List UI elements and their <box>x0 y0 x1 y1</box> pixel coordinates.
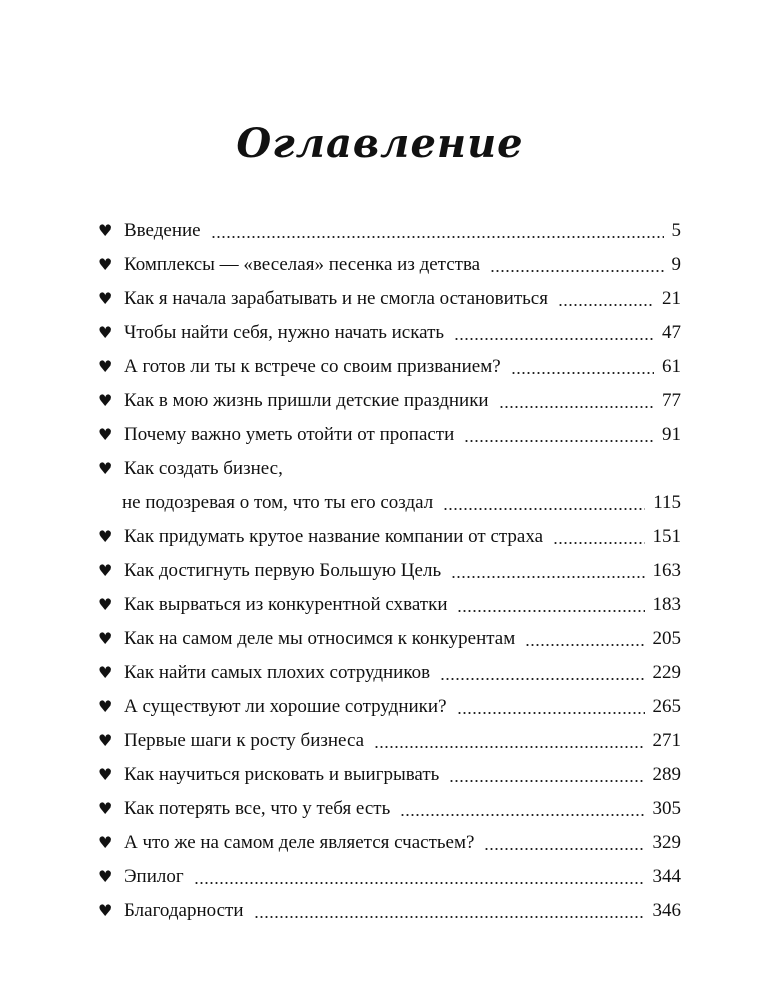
toc-entry-page: 265 <box>652 696 681 717</box>
toc-entry-page: 151 <box>652 526 681 547</box>
toc-entry-page: 271 <box>652 730 681 751</box>
dot-leader <box>451 554 644 588</box>
toc-entry-label: Как придумать крутое название компании от страха <box>124 526 544 547</box>
heart-icon: ♥ <box>98 765 113 784</box>
dot-leader <box>499 384 654 418</box>
toc-entry[interactable] <box>98 588 681 622</box>
toc-entry-label: Как в мою жизнь пришли детские праздники <box>124 390 489 411</box>
toc-entry[interactable] <box>98 554 681 588</box>
toc-entry-label: Первые шаги к росту бизнеса <box>124 730 365 751</box>
toc-entry[interactable] <box>98 248 681 282</box>
toc-entry-page: 21 <box>662 288 681 309</box>
toc-entry-label: А существуют ли хорошие сотрудники? <box>124 696 447 717</box>
toc-entry-label: Как создать бизнес, <box>124 458 283 479</box>
page-title: Оглавление <box>236 120 524 167</box>
toc-entry[interactable] <box>98 282 681 316</box>
toc-entry[interactable] <box>98 214 681 248</box>
toc-entry-label: Как научиться рисковать и выигрывать <box>124 764 440 785</box>
heart-icon: ♥ <box>98 731 113 750</box>
heart-icon: ♥ <box>98 833 113 852</box>
dot-leader <box>484 826 644 860</box>
toc-entry[interactable] <box>98 418 681 452</box>
dot-leader <box>464 418 654 452</box>
toc-entry[interactable] <box>98 724 681 758</box>
toc-entry-page: 329 <box>652 832 681 853</box>
toc-entry-page: 183 <box>652 594 681 615</box>
toc-entry[interactable] <box>98 520 681 554</box>
dot-leader <box>511 350 654 384</box>
heart-icon: ♥ <box>98 799 113 818</box>
toc-entry[interactable] <box>98 384 681 418</box>
toc-entry-label: Эпилог <box>124 866 184 887</box>
toc-entry-page: 305 <box>652 798 681 819</box>
dot-leader <box>490 248 663 282</box>
toc-entry[interactable] <box>98 690 681 724</box>
dot-leader <box>454 316 654 350</box>
toc-entry-page: 61 <box>662 356 681 377</box>
heart-icon: ♥ <box>98 901 113 920</box>
toc-entry[interactable] <box>98 792 681 826</box>
toc-entry-label: Введение <box>124 220 201 241</box>
toc-entry[interactable] <box>98 452 681 520</box>
heart-icon: ♥ <box>98 391 113 410</box>
toc-entry-label: Как найти самых плохих сотрудников <box>124 662 431 683</box>
toc-entry-page: 289 <box>652 764 681 785</box>
dot-leader <box>400 792 644 826</box>
dot-leader <box>254 894 645 928</box>
toc-entry-page: 5 <box>671 220 681 241</box>
toc-entry-label: А готов ли ты к встрече со своим призванием? <box>124 356 501 377</box>
dot-leader <box>558 282 654 316</box>
toc-entry[interactable] <box>98 860 681 894</box>
heart-icon: ♥ <box>98 629 113 648</box>
toc-entry-page: 205 <box>652 628 681 649</box>
toc-entry[interactable] <box>98 316 681 350</box>
dot-leader <box>553 520 644 554</box>
dot-leader <box>194 860 645 894</box>
toc-entry-label: Как на самом деле мы относимся к конкурентам <box>124 628 516 649</box>
toc-entry[interactable] <box>98 826 681 860</box>
heart-icon: ♥ <box>98 357 113 376</box>
heart-icon: ♥ <box>98 561 113 580</box>
toc-entry[interactable] <box>98 350 681 384</box>
table-of-contents <box>98 214 681 928</box>
heart-icon: ♥ <box>98 289 113 308</box>
toc-entry-page: 47 <box>662 322 681 343</box>
toc-entry-page: 115 <box>653 492 681 513</box>
heart-icon: ♥ <box>98 663 113 682</box>
toc-entry-label: Как достигнуть первую Большую Цель <box>124 560 442 581</box>
toc-entry-page: 344 <box>652 866 681 887</box>
heart-icon: ♥ <box>98 221 113 240</box>
toc-entry[interactable] <box>98 758 681 792</box>
toc-entry-page: 229 <box>652 662 681 683</box>
dot-leader <box>440 656 644 690</box>
toc-entry-page: 9 <box>671 254 681 275</box>
toc-entry-label: Чтобы найти себя, нужно начать искать <box>124 322 445 343</box>
toc-entry-label: Как потерять все, что у тебя есть <box>124 798 391 819</box>
toc-entry-label: А что же на самом деле является счастьем? <box>124 832 475 853</box>
toc-entry[interactable] <box>98 894 681 928</box>
toc-entry-page: 91 <box>662 424 681 445</box>
toc-entry-label: Комплексы — «веселая» песенка из детства <box>124 254 481 275</box>
toc-entry-label: Как вырваться из конкурентной схватки <box>124 594 448 615</box>
toc-entry-page: 163 <box>652 560 681 581</box>
heart-icon: ♥ <box>98 425 113 444</box>
dot-leader <box>457 690 645 724</box>
heart-icon: ♥ <box>98 527 113 546</box>
toc-entry-label-continued: не подозревая о том, что ты его создал <box>122 492 434 513</box>
heart-icon: ♥ <box>98 323 113 342</box>
heart-icon: ♥ <box>98 255 113 274</box>
dot-leader <box>449 758 644 792</box>
heart-icon: ♥ <box>98 867 113 886</box>
heart-icon: ♥ <box>98 459 113 478</box>
toc-entry-label: Как я начала зарабатывать и не смогла остановиться <box>124 288 548 309</box>
toc-entry[interactable] <box>98 622 681 656</box>
toc-entry[interactable] <box>98 656 681 690</box>
dot-leader <box>374 724 644 758</box>
dot-leader <box>525 622 644 656</box>
dot-leader <box>211 214 664 248</box>
toc-entry-label: Почему важно уметь отойти от пропасти <box>124 424 455 445</box>
dot-leader <box>443 486 645 520</box>
toc-entry-label: Благодарности <box>124 900 244 921</box>
heart-icon: ♥ <box>98 697 113 716</box>
heart-icon: ♥ <box>98 595 113 614</box>
toc-entry-page: 346 <box>652 900 681 921</box>
toc-entry-page: 77 <box>662 390 681 411</box>
dot-leader <box>457 588 644 622</box>
